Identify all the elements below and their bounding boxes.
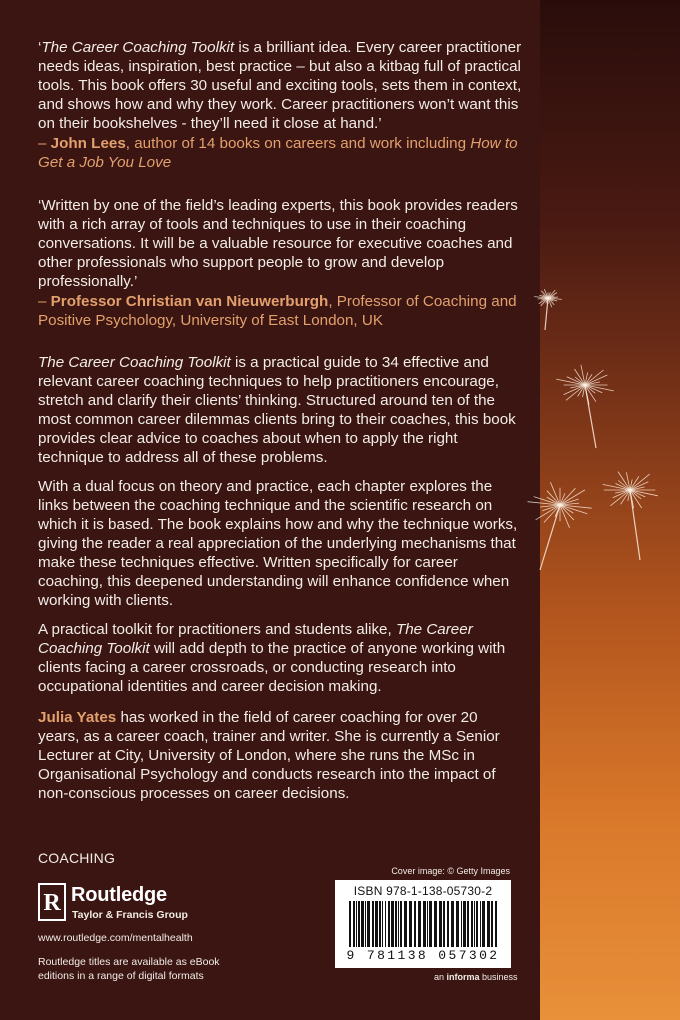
publisher-name: Routledge xyxy=(71,884,167,906)
quote-1-attribution: – John Lees, author of 14 books on careers and work including How to Get a Job You Love xyxy=(38,135,518,171)
subject-category: COACHING xyxy=(38,850,116,866)
svg-text:R: R xyxy=(43,890,61,916)
cover-image-credit: Cover image: © Getty Images xyxy=(391,866,510,876)
isbn-number: ISBN 978-1-138-05730-2 xyxy=(353,884,493,898)
description-paragraph-3: A practical toolkit for practitioners and students alike, The Career Coaching Toolkit will add depth to the practice of anyone working with clients facing a career crossroads, or conducting research into occupational identities and career decision making. xyxy=(38,621,506,695)
publisher-url: www.routledge.com/mentalhealth xyxy=(38,932,193,944)
author-bio-text: Julia Yates has worked in the field of career coaching for over 20 years, as a career coach, trainer and writer. She is currently a Senior Lecturer at City, University of London, where she runs the MSc in Organisational Psychology and conducts research into the impact of non-conscious processes on career decisions. xyxy=(38,709,500,802)
quote-2-text: ‘Written by one of the field’s leading experts, this book provides readers with a rich array of tools and techniques to use in their coaching conversations. It will be a valuable resource for executive coaches and other professionals who support people to grow and develop professionally.’ xyxy=(38,197,518,290)
author-name: Julia Yates xyxy=(38,709,117,726)
routledge-logo xyxy=(38,883,208,929)
endorsement-quote-2 xyxy=(38,196,522,330)
book-description xyxy=(38,353,522,706)
endorsement-quote-1 xyxy=(38,38,522,172)
quote-2-attribution: – Professor Christian van Nieuwerburgh, Professor of Coaching and Positive Psychology, University of East London, UK xyxy=(38,293,517,329)
routledge-r-icon xyxy=(38,883,66,921)
quote-1-text: ‘The Career Coaching Toolkit is a brilliant idea. Every career practitioner needs ideas, inspiration, best practice – but also a kitbag full of practical tools. This book offers 30 useful and exciting tools, sets them in context, and shows how and why they work. Career practitioners won’t want this on their bookshelves - they’ll need it close at hand.’ xyxy=(38,39,522,132)
publisher-group: Taylor & Francis Group xyxy=(72,909,188,921)
barcode-digits: 9 781138 057302 xyxy=(346,948,500,963)
ebook-note: Routledge titles are available as eBook editions in a range of digital formats xyxy=(38,956,220,982)
informa-business-tag: an informa business xyxy=(434,972,518,982)
description-paragraph-2: With a dual focus on theory and practice, each chapter explores the links between the coaching technique and the scientific research on which it is based. The book explains how and why the technique works, giving the reader a real appreciation of the underlying mechanisms that make these techniques effective. Written specifically for career coaching, this deepened understanding will enhance confidence when working with clients. xyxy=(38,478,518,609)
isbn-barcode-box xyxy=(335,880,511,968)
barcode-icon xyxy=(349,901,499,947)
author-bio xyxy=(38,708,522,813)
description-paragraph-1: The Career Coaching Toolkit is a practical guide to 34 effective and relevant career coaching techniques to help practitioners encourage, stretch and clarify their clients’ thinking. Structured around ten of the most common career dilemmas clients bring to their coaches, this book provides clear advice to coaches about when to apply the right technique to address all of these problems. xyxy=(38,354,516,466)
cover-photo-strip xyxy=(540,0,680,1020)
